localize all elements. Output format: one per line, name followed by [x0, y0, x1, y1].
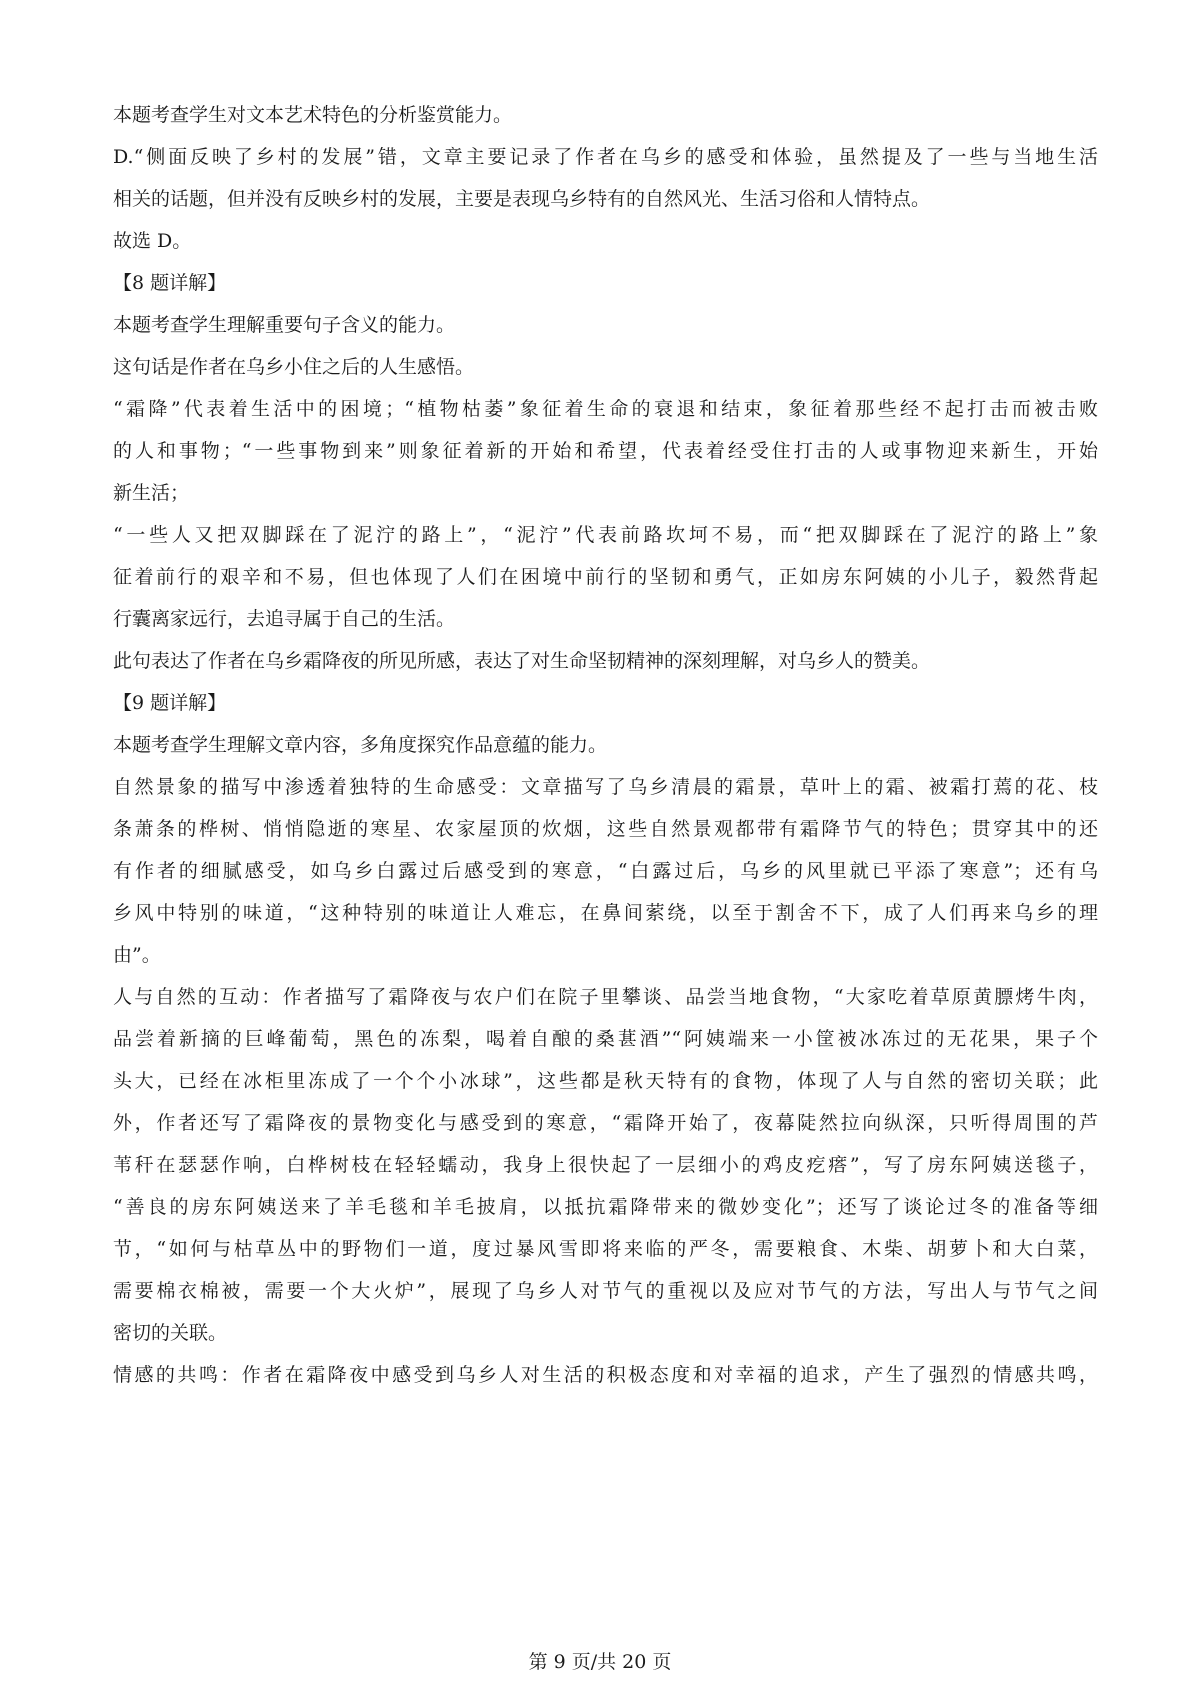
text-line: 苇秆在瑟瑟作响，白桦树枝在轻轻蠕动，我身上很快起了一层细小的鸡皮疙瘩”，写了房东阿姨送毯子， [113, 1154, 1098, 1176]
text-line: 外，作者还写了霜降夜的景物变化与感受到的寒意，“霜降开始了，夜幕陡然拉向纵深，只听得周围的芦 [113, 1112, 1098, 1134]
text-line: “一些人又把双脚踩在了泥泞的路上”，“泥泞”代表前路坎坷不易，而“把双脚踩在了泥泞的路上”象 [113, 524, 1098, 546]
text-line: 由”。 [113, 944, 161, 966]
text-line: 的人和事物；“一些事物到来”则象征着新的开始和希望，代表着经受住打击的人或事物迎来新生，开始 [113, 440, 1098, 462]
text-line: 品尝着新摘的巨峰葡萄，黑色的冻梨，喝着自酿的桑葚酒”“阿姨端来一小筐被冰冻过的无花果，果子个 [113, 1028, 1098, 1050]
text-line: D.“侧面反映了乡村的发展”错，文章主要记录了作者在乌乡的感受和体验，虽然提及了一些与当地生活 [113, 146, 1098, 168]
text-line: 条萧条的桦树、悄悄隐逝的寒星、农家屋顶的炊烟，这些自然景观都带有霜降节气的特色；贯穿其中的还 [113, 818, 1098, 840]
section-heading: 【9 题详解】 [113, 692, 227, 714]
text-line: 人与自然的互动：作者描写了霜降夜与农户们在院子里攀谈、品尝当地食物，“大家吃着草原黄膘烤牛肉， [113, 986, 1098, 1008]
text-line: 节，“如何与枯草丛中的野物们一道，度过暴风雪即将来临的严冬，需要粮食、木柴、胡萝卜和大白菜， [113, 1238, 1098, 1260]
text-line: 密切的关联。 [113, 1322, 228, 1344]
text-line: “霜降”代表着生活中的困境；“植物枯萎”象征着生命的衰退和结束，象征着那些经不起打击而被击败 [113, 398, 1098, 420]
text-line: 本题考查学生对文本艺术特色的分析鉴赏能力。 [113, 104, 513, 126]
text-line: 征着前行的艰辛和不易，但也体现了人们在困境中前行的坚韧和勇气，正如房东阿姨的小儿子，毅然背起 [113, 566, 1098, 588]
text-line: 有作者的细腻感受，如乌乡白露过后感受到的寒意，“白露过后，乌乡的风里就已平添了寒意”；还有乌 [113, 860, 1098, 882]
document-body [113, 94, 1098, 1396]
text-line: 情感的共鸣：作者在霜降夜中感受到乌乡人对生活的积极态度和对幸福的追求，产生了强烈的情感共鸣， [113, 1364, 1098, 1386]
section-heading: 【8 题详解】 [113, 272, 227, 294]
text-line: 行囊离家远行，去追寻属于自己的生活。 [113, 608, 456, 630]
text-line: “善良的房东阿姨送来了羊毛毯和羊毛披肩，以抵抗霜降带来的微妙变化”；还写了谈论过冬的准备等细 [113, 1196, 1098, 1218]
text-line: 新生活； [113, 482, 190, 504]
text-line: 自然景象的描写中渗透着独特的生命感受：文章描写了乌乡清晨的霜景，草叶上的霜、被霜打蔫的花、枝 [113, 776, 1098, 798]
text-line: 头大，已经在冰柜里冻成了一个个小冰球”，这些都是秋天特有的食物，体现了人与自然的密切关联；此 [113, 1070, 1098, 1092]
text-line: 需要棉衣棉被，需要一个大火炉”，展现了乌乡人对节气的重视以及应对节气的方法，写出人与节气之间 [113, 1280, 1098, 1302]
text-line: 乡风中特别的味道，“这种特别的味道让人难忘，在鼻间萦绕，以至于割舍不下，成了人们再来乌乡的理 [113, 902, 1098, 924]
text-line: 相关的话题，但并没有反映乡村的发展，主要是表现乌乡特有的自然风光、生活习俗和人情特点。 [113, 188, 931, 210]
text-line: 故选 D。 [113, 230, 192, 252]
text-line: 此句表达了作者在乌乡霜降夜的所见所感，表达了对生命坚韧精神的深刻理解，对乌乡人的赞美。 [113, 650, 931, 672]
text-line: 本题考查学生理解重要句子含义的能力。 [113, 314, 456, 336]
text-line: 这句话是作者在乌乡小住之后的人生感悟。 [113, 356, 475, 378]
text-line: 本题考查学生理解文章内容，多角度探究作品意蕴的能力。 [113, 734, 608, 756]
page-number: 第 9 页/共 20 页 [528, 1651, 672, 1673]
